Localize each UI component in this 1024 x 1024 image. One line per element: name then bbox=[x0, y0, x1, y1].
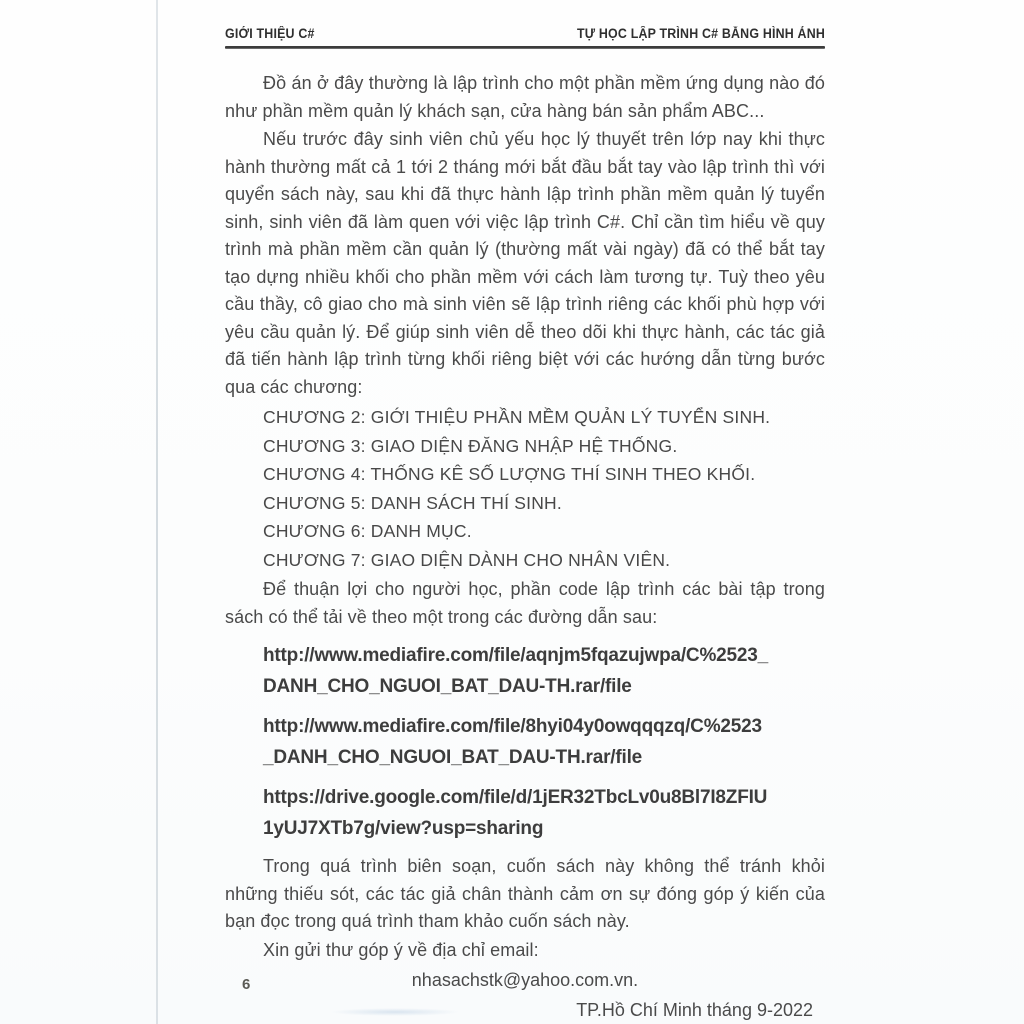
running-head-right: TỰ HỌC LẬP TRÌNH C# BẰNG HÌNH ẢNH bbox=[577, 26, 826, 41]
paragraph-feedback-prompt: Xin gửi thư góp ý về địa chỉ email: bbox=[263, 939, 539, 960]
url-line: https://drive.google.com/file/d/1jER32TbcLv0u8Bl7I8ZFIU bbox=[263, 787, 768, 808]
url-line: 1yUJ7XTb7g/view?usp=sharing bbox=[263, 818, 544, 839]
download-link-mediafire-1 bbox=[263, 640, 825, 702]
page-content-column bbox=[225, 26, 825, 1024]
header-rule bbox=[225, 46, 825, 49]
url-line: http://www.mediafire.com/file/8hyi04y0owqqqzq/C%2523 bbox=[263, 716, 762, 737]
chapter-line: CHƯƠNG 5: DANH SÁCH THÍ SINH. bbox=[263, 492, 562, 513]
download-link-google-drive bbox=[263, 782, 825, 844]
url-line: _DANH_CHO_NGUOI_BAT_DAU-TH.rar/file bbox=[263, 747, 643, 768]
chapter-list bbox=[263, 403, 825, 574]
url-line: http://www.mediafire.com/file/aqnjm5fqazujwpa/C%2523_ bbox=[263, 645, 768, 666]
paragraph-intro: Đồ án ở đây thường là lập trình cho một phần mềm ứng dụng nào đó như phần mềm quản lý khách sạn, cửa hàng bán sản phẩm ABC... bbox=[225, 73, 825, 121]
contact-email: nhasachstk@yahoo.com.vn. bbox=[411, 970, 639, 990]
page-number: 6 bbox=[242, 976, 251, 993]
download-link-mediafire-2 bbox=[263, 711, 825, 773]
chapter-line: CHƯƠNG 6: DANH MỤC. bbox=[263, 521, 472, 541]
chapter-line: CHƯƠNG 2: GIỚI THIỆU PHẦN MỀM QUẢN LÝ TUYỂN SINH. bbox=[263, 407, 771, 427]
paragraph-download-intro: Để thuận lợi cho người học, phần code lập trình các bài tập trong sách có thể tải về theo một trong các đường dẫn sau: bbox=[225, 579, 825, 627]
chapter-line: CHƯƠNG 3: GIAO DIỆN ĐĂNG NHẬP HỆ THỐNG. bbox=[263, 435, 678, 456]
paragraph-practice: Nếu trước đây sinh viên chủ yếu học lý thuyết trên lớp nay khi thực hành thường mất cả 1 tới 2 tháng mới bắt đầu bắt tay vào lập trình thì với quyển sách này, sau khi đã thực hành lập trình phần mềm quản lý tuyển sinh, sinh viên đã làm quen với việc lập trình C#. Chỉ cần tìm hiểu về quy trình mà phần mềm cần quản lý (thường mất vài ngày) đã có thể bắt tay tạo dựng nhiều khối cho phần mềm với cách làm tương tự. Tuỳ theo yêu cầu thầy, cô giao cho mà sinh viên sẽ lập trình riêng các khối phù hợp với yêu cầu quản lý. Để giúp sinh viên dễ theo dõi khi thực hành, các tác giả đã tiến hành lập trình từng khối riêng biệt với các hướng dẫn từng bước qua các chương: bbox=[225, 129, 825, 397]
dateline: TP.Hồ Chí Minh tháng 9-2022 bbox=[576, 1000, 813, 1020]
page-spine-edge-line bbox=[156, 0, 158, 1024]
running-head-left: GIỚI THIỆU C# bbox=[225, 26, 315, 41]
paragraph-errata: Trong quá trình biên soạn, cuốn sách này không thể tránh khỏi những thiếu sót, các tác giả chân thành cảm ơn sự đóng góp ý kiến của bạn đọc trong quá trình tham khảo cuốn sách này. bbox=[225, 856, 825, 931]
running-head bbox=[225, 26, 825, 41]
url-line: DANH_CHO_NGUOI_BAT_DAU-TH.rar/file bbox=[263, 676, 632, 697]
download-links bbox=[263, 640, 825, 844]
chapter-line: CHƯƠNG 4: THỐNG KÊ SỐ LƯỢNG THÍ SINH THEO KHỐI. bbox=[263, 464, 756, 484]
chapter-line: CHƯƠNG 7: GIAO DIỆN DÀNH CHO NHÂN VIÊN. bbox=[263, 549, 671, 570]
